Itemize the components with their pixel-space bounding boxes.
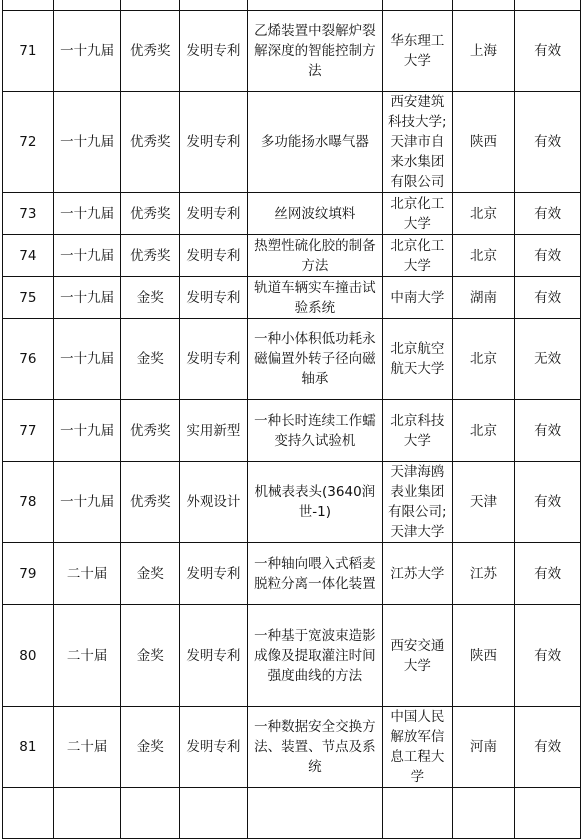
status-cell: 有效 <box>515 707 581 788</box>
status-cell: 有效 <box>515 92 581 193</box>
session-cell: 一十九届 <box>53 319 121 400</box>
patent-name-cell: 乙烯装置中裂解炉裂解深度的智能控制方法 <box>247 11 382 92</box>
organization-cell: 江苏大学 <box>383 543 453 605</box>
patent-type-cell: 发明专利 <box>180 277 248 319</box>
status-cell: 有效 <box>515 605 581 707</box>
status-cell: 有效 <box>515 400 581 462</box>
organization-cell: 西安建筑科技大学;天津市自来水集团有限公司 <box>383 92 453 193</box>
row-number: 79 <box>3 543 54 605</box>
patent-name-cell: 一种基于宽波束造影成像及提取灌注时间强度曲线的方法 <box>247 605 382 707</box>
session-cell <box>53 0 121 11</box>
row-number: 71 <box>3 11 54 92</box>
status-cell: 有效 <box>515 543 581 605</box>
organization-cell <box>383 788 453 839</box>
organization-cell <box>383 0 453 11</box>
status-cell: 有效 <box>515 235 581 277</box>
table-row <box>3 319 581 400</box>
patent-type-cell: 发明专利 <box>180 235 248 277</box>
patent-type-cell: 发明专利 <box>180 92 248 193</box>
patent-type-cell: 发明专利 <box>180 11 248 92</box>
patent-name-cell: 一种小体积低功耗永磁偏置外转子径向磁轴承 <box>247 319 382 400</box>
region-cell: 北京 <box>452 400 515 462</box>
session-cell: 一十九届 <box>53 11 121 92</box>
patent-type-cell: 外观设计 <box>180 462 248 543</box>
status-cell: 有效 <box>515 462 581 543</box>
status-cell: 有效 <box>515 277 581 319</box>
table-row <box>3 788 581 839</box>
table-row <box>3 235 581 277</box>
region-cell: 河南 <box>452 707 515 788</box>
award-cell: 优秀奖 <box>121 235 180 277</box>
session-cell: 一十九届 <box>53 400 121 462</box>
patent-type-cell: 发明专利 <box>180 605 248 707</box>
table-row <box>3 543 581 605</box>
region-cell: 陕西 <box>452 92 515 193</box>
organization-cell: 北京航空航天大学 <box>383 319 453 400</box>
table-row <box>3 0 581 11</box>
session-cell: 二十届 <box>53 543 121 605</box>
status-cell <box>515 788 581 839</box>
award-cell: 金奖 <box>121 605 180 707</box>
status-cell: 有效 <box>515 11 581 92</box>
organization-cell: 中国人民解放军信息工程大学 <box>383 707 453 788</box>
region-cell: 北京 <box>452 193 515 235</box>
patent-name-cell: 多功能扬水曝气器 <box>247 92 382 193</box>
session-cell: 二十届 <box>53 605 121 707</box>
session-cell: 一十九届 <box>53 277 121 319</box>
patent-type-cell: 发明专利 <box>180 193 248 235</box>
patent-type-cell: 实用新型 <box>180 400 248 462</box>
award-cell: 优秀奖 <box>121 400 180 462</box>
award-cell: 金奖 <box>121 707 180 788</box>
patent-name-cell: 机械表表头(3640润世-1) <box>247 462 382 543</box>
session-cell: 一十九届 <box>53 92 121 193</box>
award-cell: 金奖 <box>121 543 180 605</box>
award-cell: 优秀奖 <box>121 462 180 543</box>
patent-name-cell <box>247 788 382 839</box>
award-cell: 金奖 <box>121 319 180 400</box>
organization-cell: 华东理工大学 <box>383 11 453 92</box>
region-cell: 湖南 <box>452 277 515 319</box>
award-cell <box>121 788 180 839</box>
patent-name-cell: 轨道车辆实车撞击试验系统 <box>247 277 382 319</box>
row-number: 78 <box>3 462 54 543</box>
row-number: 74 <box>3 235 54 277</box>
region-cell: 陕西 <box>452 605 515 707</box>
status-cell <box>515 0 581 11</box>
award-cell: 优秀奖 <box>121 92 180 193</box>
region-cell <box>452 788 515 839</box>
session-cell: 二十届 <box>53 707 121 788</box>
region-cell: 北京 <box>452 235 515 277</box>
table-row <box>3 277 581 319</box>
organization-cell: 天津海鸥表业集团有限公司;天津大学 <box>383 462 453 543</box>
session-cell: 一十九届 <box>53 235 121 277</box>
patent-name-cell: 一种长时连续工作蠕变持久试验机 <box>247 400 382 462</box>
region-cell <box>452 0 515 11</box>
status-cell: 有效 <box>515 193 581 235</box>
award-cell <box>121 0 180 11</box>
organization-cell: 北京化工大学 <box>383 193 453 235</box>
row-number: 80 <box>3 605 54 707</box>
row-number: 75 <box>3 277 54 319</box>
table-row <box>3 462 581 543</box>
patent-name-cell: 一种数据安全交换方法、装置、节点及系统 <box>247 707 382 788</box>
region-cell: 江苏 <box>452 543 515 605</box>
patent-type-cell: 发明专利 <box>180 543 248 605</box>
region-cell: 北京 <box>452 319 515 400</box>
row-number: 77 <box>3 400 54 462</box>
award-cell: 优秀奖 <box>121 193 180 235</box>
organization-cell: 西安交通大学 <box>383 605 453 707</box>
patent-award-table <box>2 0 581 839</box>
row-number: 72 <box>3 92 54 193</box>
patent-type-cell: 发明专利 <box>180 707 248 788</box>
organization-cell: 中南大学 <box>383 277 453 319</box>
patent-type-cell <box>180 0 248 11</box>
patent-name-cell <box>247 0 382 11</box>
session-cell: 一十九届 <box>53 462 121 543</box>
session-cell <box>53 788 121 839</box>
organization-cell: 北京科技大学 <box>383 400 453 462</box>
award-cell: 优秀奖 <box>121 11 180 92</box>
region-cell: 上海 <box>452 11 515 92</box>
patent-name-cell: 丝网波纹填料 <box>247 193 382 235</box>
row-number <box>3 788 54 839</box>
patent-name-cell: 热塑性硫化胶的制备方法 <box>247 235 382 277</box>
organization-cell: 北京化工大学 <box>383 235 453 277</box>
session-cell: 一十九届 <box>53 193 121 235</box>
patent-type-cell <box>180 788 248 839</box>
row-number <box>3 0 54 11</box>
row-number: 81 <box>3 707 54 788</box>
patent-name-cell: 一种轴向喂入式稻麦脱粒分离一体化装置 <box>247 543 382 605</box>
table-row <box>3 92 581 193</box>
table-row <box>3 707 581 788</box>
table-row <box>3 11 581 92</box>
table-row <box>3 400 581 462</box>
row-number: 76 <box>3 319 54 400</box>
award-cell: 金奖 <box>121 277 180 319</box>
table-row <box>3 605 581 707</box>
status-cell: 无效 <box>515 319 581 400</box>
region-cell: 天津 <box>452 462 515 543</box>
patent-type-cell: 发明专利 <box>180 319 248 400</box>
row-number: 73 <box>3 193 54 235</box>
table-row <box>3 193 581 235</box>
